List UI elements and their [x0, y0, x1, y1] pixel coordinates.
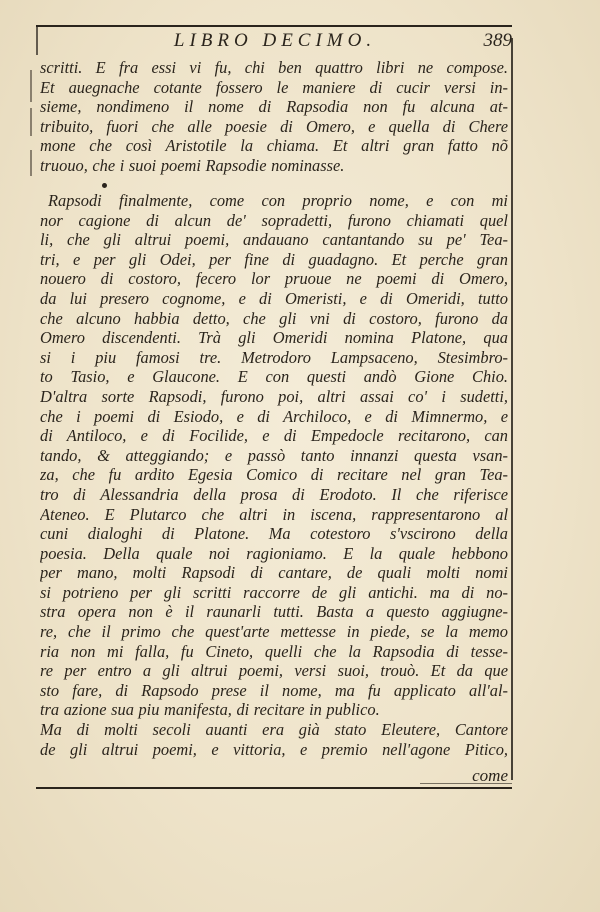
ink-dot	[102, 183, 107, 188]
catchword: come	[472, 766, 508, 785]
margin-mark	[30, 150, 32, 176]
text-line: to Tasio, e Glaucone. E con questi andò Gione Chio.	[40, 367, 508, 387]
paragraph	[40, 191, 508, 759]
text-line: da lui presero cognome, e di Omeristi, e di Omeridi, tutto	[40, 288, 508, 308]
page-header	[40, 28, 510, 54]
text-line: tri, e per gli Odei, per fine di guadagno. Et perche gran	[40, 249, 508, 269]
text-line: re per entro a gli altrui poemi, versi suoi, trouò. Et da que	[40, 661, 508, 681]
text-line: za, che fu ardito Egesia Comico di recitare nel gran Tea-	[40, 465, 508, 485]
running-head: LIBRO DECIMO.	[173, 30, 377, 51]
text-line: per mano, molti Rapsodi di cantare, de quali molti nomi	[40, 563, 508, 583]
text-line: scritti. E fra essi vi fu, chi ben quattro libri ne compose.	[40, 58, 508, 77]
text-line: D'altra sorte Rapsodi, furono poi, altri assai co' i sudetti,	[40, 386, 508, 406]
right-border	[511, 38, 513, 780]
text-line: tando, & atteggiando; e passò tanto innanzi questa vsan-	[40, 445, 508, 465]
text-line: si i piu famosi tre. Metrodoro Lampsaceno, Stesimbro-	[40, 347, 508, 367]
text-line: tro di Alessandria della prosa di Erodoto. Il che riferisce	[40, 484, 508, 504]
margin-mark	[30, 70, 32, 102]
text-line: si potrieno per gli scritti raccorre de gli antichi. ma di no-	[40, 582, 508, 602]
text-line: Ateneo. E Plutarco che altri in iscena, rappresentarono al	[40, 504, 508, 524]
text-line: cuni dialoghi di Platone. Ma cotestoro s'vscirono della	[40, 524, 508, 544]
text-line: mone che così Aristotile la chiama. Et altri gran fatto nõ	[40, 136, 508, 156]
text-line: Ma di molti secoli auanti era già stato Eleutere, Cantore	[40, 720, 508, 740]
header-rule	[36, 25, 512, 27]
text-line: Rapsodi finalmente, come con proprio nome, e con mi	[48, 191, 508, 210]
bottom-rule	[36, 787, 512, 789]
text-line: poesia. Della quale noi ragioniamo. E la quale hebbono	[40, 543, 508, 563]
text-line: Et auegnache cotante fossero le maniere di cucir versi in-	[40, 77, 508, 97]
text-line: che i poemi di Esiodo, e di Archiloco, e di Mimnermo, e	[40, 406, 508, 426]
text-line: nor cagione di alcun de' sopradetti, furono chiamati quel	[40, 210, 508, 230]
text-line: tra azione sua piu manifesta, di recitare in publico.	[40, 700, 380, 720]
text-line: sto fare, di Rapsodo prese il nome, ma fu applicato all'al-	[40, 680, 508, 700]
text-line: sieme, nondimeno il nome di Rapsodia non fu alcuna at-	[40, 97, 508, 117]
page-number: 389	[483, 30, 512, 51]
text-line: che alcuno habbia detto, che gli vni di costoro, furono da	[40, 308, 508, 328]
text-line: truouo, che i suoi poemi Rapsodie nominasse.	[40, 155, 345, 175]
text-line: di Antiloco, e di Focilide, e di Empedocle recitarono, can	[40, 426, 508, 446]
text-line: stra opera non è il raunarli tutti. Basta a questo aggiugne-	[40, 602, 508, 622]
text-line: Omero discendenti. Trà gli Omeridi nomina Platone, qua	[40, 328, 508, 348]
margin-mark	[30, 108, 32, 136]
text-line: re, che il primo che quest'arte mettesse in piede, se la memo	[40, 622, 508, 642]
text-line: de gli altrui poemi, e vittoria, e premio nell'agone Pitico,	[40, 739, 508, 759]
paragraph	[40, 58, 508, 176]
text-line: nouero di costoro, fecero lor pruoue ne poemi di Omero,	[40, 269, 508, 289]
text-line: tribuito, fuori che alle poesie di Omero, e quella di Chere	[40, 116, 508, 136]
text-line: li, che gli altrui poemi, andauano cantantando su pe' Tea-	[40, 230, 508, 250]
text-line: ria non mi falla, fu Cineto, quelli che la Rapsodia di tesse-	[40, 641, 508, 661]
left-border	[36, 25, 38, 55]
